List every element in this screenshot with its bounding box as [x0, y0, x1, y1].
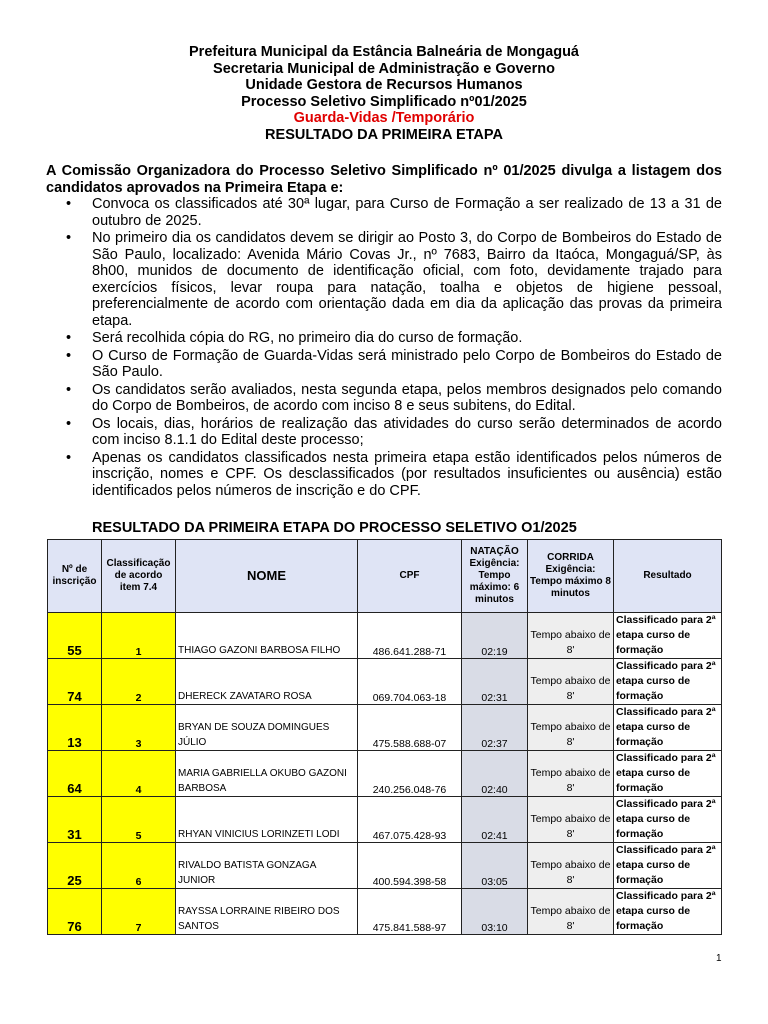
bullet-icon: • [66, 230, 72, 246]
table-row [48, 797, 722, 843]
bullet-icon: • [66, 347, 72, 364]
document-header [0, 44, 768, 143]
cell-natacao: 03:05 [462, 843, 528, 889]
cell-resultado: Classificado para 2ª etapa curso de formação [614, 797, 722, 843]
cell-cpf: 400.594.398-58 [358, 843, 462, 889]
cell-corrida: Tempo abaixo de 8' [528, 889, 614, 935]
cell-inscricao: 25 [48, 843, 102, 889]
cell-resultado: Classificado para 2ª etapa curso de formação [614, 843, 722, 889]
cell-classificacao: 4 [102, 751, 176, 797]
bullet-item [46, 416, 722, 449]
cell-natacao: 03:10 [462, 889, 528, 935]
col-header-natacao: NATAÇÃO Exigência: Tempo máximo: 6 minutos [462, 540, 528, 613]
intro-paragraph: A Comissão Organizadora do Processo Seletivo Simplificado nº 01/2025 divulga a listagem dos candidatos aprovados na Primeira Etapa e: [46, 163, 722, 196]
header-secretaria: Secretaria Municipal de Administração e Governo [213, 60, 555, 77]
table-header-row [48, 540, 722, 613]
cell-nome: BRYAN DE SOUZA DOMINGUES JÚLIO [176, 705, 358, 751]
cell-resultado: Classificado para 2ª etapa curso de formação [614, 751, 722, 797]
cell-corrida: Tempo abaixo de 8' [528, 659, 614, 705]
bullet-item [46, 230, 722, 329]
cell-natacao: 02:19 [462, 613, 528, 659]
cell-inscricao: 76 [48, 889, 102, 935]
table-row [48, 659, 722, 705]
header-prefeitura: Prefeitura Municipal da Estância Balneária de Mongaguá [189, 44, 579, 60]
cell-inscricao: 64 [48, 751, 102, 797]
bullet-item [46, 348, 722, 381]
cell-classificacao: 5 [102, 797, 176, 843]
table-row [48, 705, 722, 751]
table-row [48, 613, 722, 659]
results-table [47, 539, 722, 935]
cell-natacao: 02:40 [462, 751, 528, 797]
cell-corrida: Tempo abaixo de 8' [528, 613, 614, 659]
cell-cpf: 069.704.063-18 [358, 659, 462, 705]
col-header-corrida: CORRIDA Exigência: Tempo máximo 8 minutos [528, 540, 614, 613]
bullet-icon: • [66, 330, 72, 346]
bullet-text: Será recolhida cópia do RG, no primeiro dia do curso de formação. [92, 330, 523, 346]
cell-inscricao: 74 [48, 659, 102, 705]
cell-cpf: 475.841.588-97 [358, 889, 462, 935]
bullet-text: Apenas os candidatos classificados nesta primeira etapa estão identificados pelos números de inscrição, nomes e CPF. Os desclassificados (por resultados insuficientes ou ausência) estão identificados pelos números de inscrição e do CPF. [92, 449, 722, 499]
table-title: RESULTADO DA PRIMEIRA ETAPA DO PROCESSO SELETIVO O1/2025 [92, 520, 577, 536]
cell-inscricao: 13 [48, 705, 102, 751]
bullet-item [46, 330, 722, 347]
col-header-nome: NOME [176, 540, 358, 613]
bullet-item [46, 450, 722, 500]
bullet-text: Convoca os classificados até 30ª lugar, para Curso de Formação a ser realizado de 13 a 31 de outubro de 2025. [92, 196, 722, 229]
col-header-inscricao: Nº de inscrição [48, 540, 102, 613]
cell-nome: RHYAN VINICIUS LORINZETI LODI [176, 797, 358, 843]
page-number: 1 [716, 953, 722, 964]
cell-resultado: Classificado para 2ª etapa curso de formação [614, 705, 722, 751]
cell-classificacao: 3 [102, 705, 176, 751]
cell-nome: RAYSSA LORRAINE RIBEIRO DOS SANTOS [176, 889, 358, 935]
bullet-icon: • [66, 415, 72, 432]
bullet-text: No primeiro dia os candidatos devem se dirigir ao Posto 3, do Corpo de Bombeiros do Estado de São Paulo, localizado: Avenida Mário Covas Jr., nº 7683, Bairro da Itaóca, Mongaguá/SP, às 8h00, munidos de documento de identificação oficial, com foto, devidamente trajado para exercícios físicos, levar roupa para natação, toalha e objetos de higiene pessoal, preferencialmente de acordo com orientação dada em dia da aplicação das provas da primeira etapa. [92, 230, 722, 329]
cell-resultado: Classificado para 2ª etapa curso de formação [614, 659, 722, 705]
bullet-icon: • [66, 381, 72, 398]
cell-classificacao: 1 [102, 613, 176, 659]
table-row [48, 751, 722, 797]
header-resultado-title: RESULTADO DA PRIMEIRA ETAPA [265, 126, 503, 143]
bullet-text: Os locais, dias, horários de realização das atividades do curso serão determinados de acordo com inciso 8.1.1 do Edital deste processo; [92, 415, 722, 448]
bullet-icon: • [66, 196, 72, 212]
bullet-text: Os candidatos serão avaliados, nesta segunda etapa, pelos membros designados pelo comando do Corpo de Bombeiros, de acordo com inciso 8 e seus subitens, do Edital. [92, 381, 722, 414]
header-processo: Processo Seletivo Simplificado nº01/2025 [241, 93, 527, 110]
col-header-resultado: Resultado [614, 540, 722, 613]
bullet-item [46, 196, 722, 229]
header-cargo: Guarda-Vidas /Temporário [293, 110, 475, 126]
cell-classificacao: 6 [102, 843, 176, 889]
cell-corrida: Tempo abaixo de 8' [528, 705, 614, 751]
col-header-classificacao: Classificação de acordo item 7.4 [102, 540, 176, 613]
bullet-item [46, 382, 722, 415]
cell-resultado: Classificado para 2ª etapa curso de formação [614, 889, 722, 935]
header-unidade: Unidade Gestora de Recursos Humanos [245, 77, 523, 93]
bullet-icon: • [66, 449, 72, 466]
bullet-list [46, 196, 722, 500]
cell-resultado: Classificado para 2ª etapa curso de formação [614, 613, 722, 659]
table-row [48, 843, 722, 889]
cell-cpf: 475.588.688-07 [358, 705, 462, 751]
col-header-cpf: CPF [358, 540, 462, 613]
cell-nome: THIAGO GAZONI BARBOSA FILHO [176, 613, 358, 659]
cell-nome: RIVALDO BATISTA GONZAGA JUNIOR [176, 843, 358, 889]
bullet-text: O Curso de Formação de Guarda-Vidas será ministrado pelo Corpo de Bombeiros do Estado de São Paulo. [92, 347, 722, 380]
cell-cpf: 467.075.428-93 [358, 797, 462, 843]
table-row [48, 889, 722, 935]
cell-natacao: 02:31 [462, 659, 528, 705]
cell-inscricao: 55 [48, 613, 102, 659]
cell-cpf: 486.641.288-71 [358, 613, 462, 659]
cell-natacao: 02:37 [462, 705, 528, 751]
cell-classificacao: 7 [102, 889, 176, 935]
cell-inscricao: 31 [48, 797, 102, 843]
cell-corrida: Tempo abaixo de 8' [528, 843, 614, 889]
cell-natacao: 02:41 [462, 797, 528, 843]
cell-classificacao: 2 [102, 659, 176, 705]
cell-corrida: Tempo abaixo de 8' [528, 751, 614, 797]
cell-nome: DHERECK ZAVATARO ROSA [176, 659, 358, 705]
cell-nome: MARIA GABRIELLA OKUBO GAZONI BARBOSA [176, 751, 358, 797]
cell-cpf: 240.256.048-76 [358, 751, 462, 797]
cell-corrida: Tempo abaixo de 8' [528, 797, 614, 843]
